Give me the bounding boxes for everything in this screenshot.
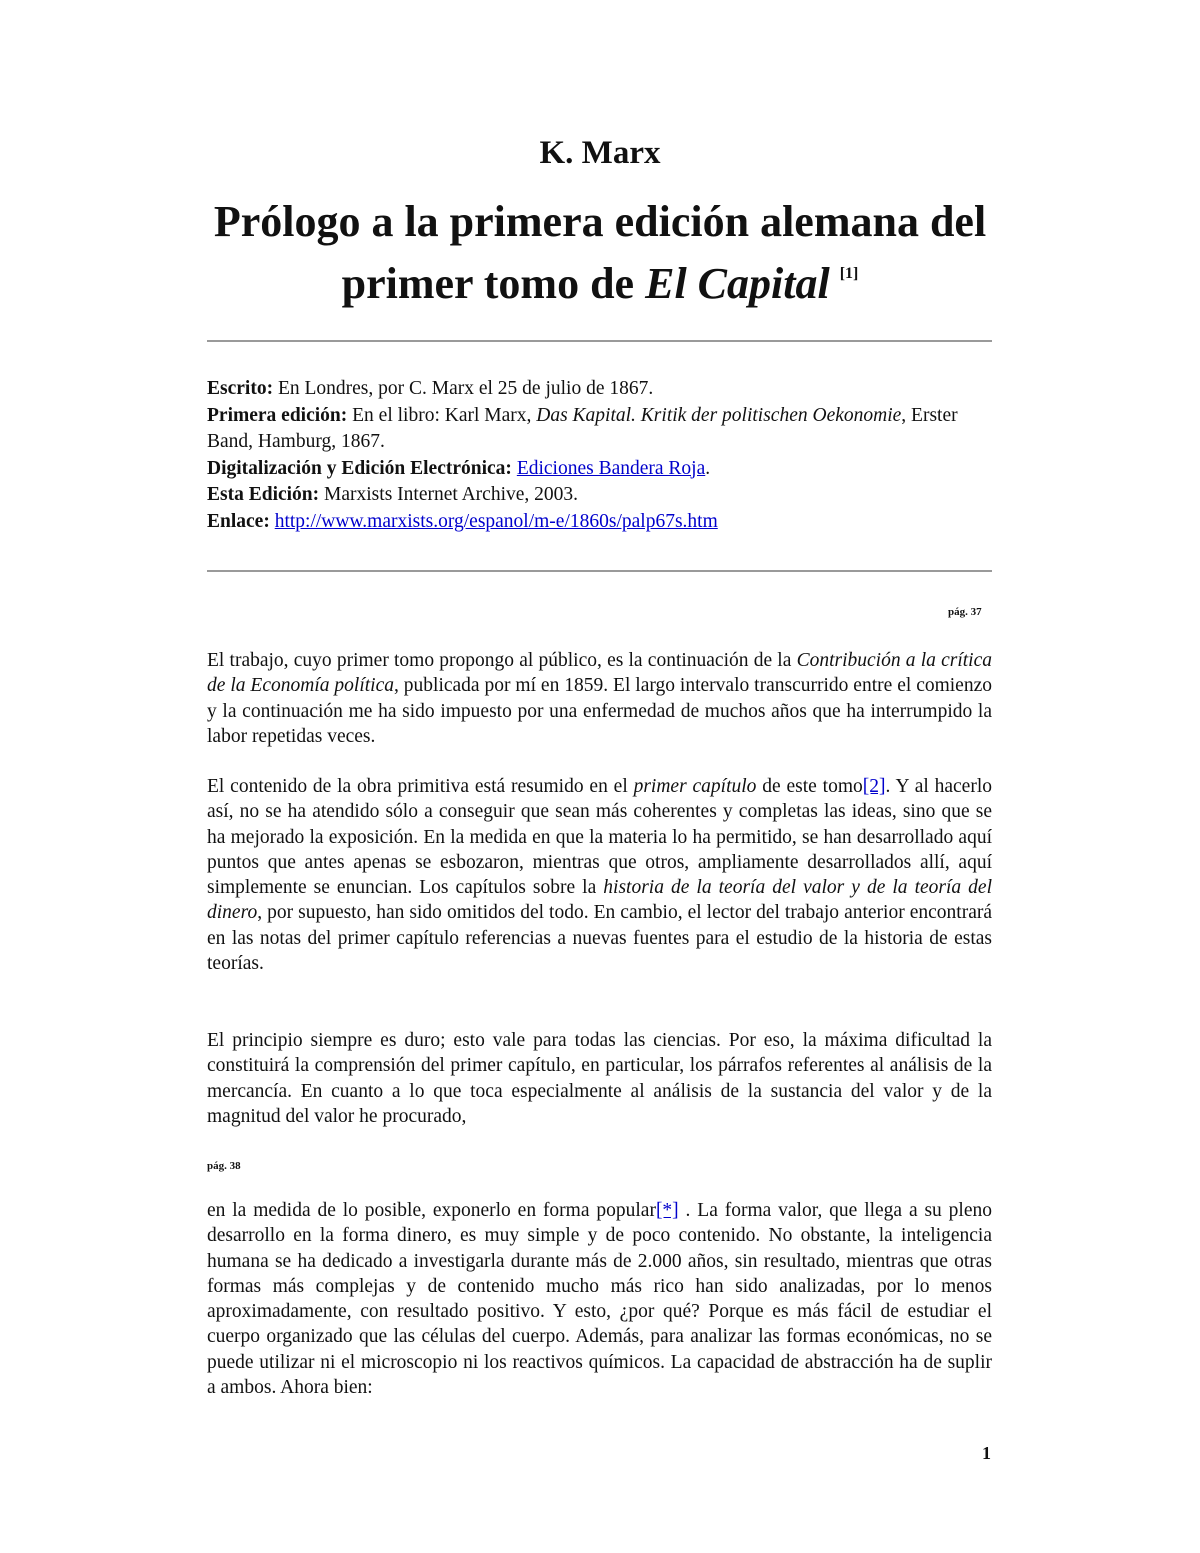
title-italic: El Capital <box>645 259 830 308</box>
title-footnote: [1] <box>839 265 859 282</box>
meta-esta-edicion: Esta Edición: Marxists Internet Archive, 2003. <box>207 484 579 505</box>
link-ediciones-bandera-roja[interactable]: Ediciones Bandera Roja <box>516 457 706 479</box>
page-number: 1 <box>982 1443 991 1463</box>
footnote-link-star[interactable]: [*] <box>655 1200 679 1221</box>
paragraph-1: El trabajo, cuyo primer tomo propongo al público, es la continuación de la Contribución a la crítica de la Economía política, publicada por mí en 1859. El largo intervalo transcurrido entre el comienzo y la continuación me ha sido impuesto por una enfermedad de muchos años que ha interrumpido la labor repetidas veces. <box>207 650 992 747</box>
page-marker-37: pág. 37 <box>948 606 982 618</box>
page-marker-38: pág. 38 <box>207 1160 241 1172</box>
author-heading: K. Marx <box>539 135 661 171</box>
divider-bottom <box>207 570 992 572</box>
title-text: Prólogo a la primera edición alemana del primer tomo de <box>213 197 987 308</box>
meta-enlace: Enlace: http://www.marxists.org/espanol/m-e/1860s/palp67s.htm <box>207 510 718 532</box>
meta-primera-edicion: Primera edición: En el libro: Karl Marx, Das Kapital. Kritik der politischen Oekonomie, Erster Band, Hamburg, 1867. <box>207 404 958 452</box>
meta-digitalizacion: Digitalización y Edición Electrónica: Ediciones Bandera Roja. <box>207 457 711 479</box>
paragraph-3: El principio siempre es duro; esto vale para todas las ciencias. Por eso, la máxima dificultad la constituirá la comprensión del primer capítulo, en particular, los párrafos referentes al análisis de la mercancía. En cuanto a lo que toca especialmente al análisis de la sustancia del valor y de la magnitud del valor he procurado, <box>207 1030 992 1127</box>
divider-top <box>207 340 992 342</box>
link-enlace-url[interactable]: http://www.marxists.org/espanol/m-e/1860s/palp67s.htm <box>274 510 718 532</box>
paragraph-4: en la medida de lo posible, exponerlo en forma popular[*] . La forma valor, que llega a su pleno desarrollo en la forma dinero, es muy simple y de poco contenido. No obstante, la inteligencia humana se ha dedicado a investigarla durante más de 2.000 años, sin resultado, mientras que otras formas más complejas y de contenido mucho más rico han sido analizadas, por lo menos aproximadamente, con resultado positivo. Y esto, ¿por qué? Porque es más fácil de estudiar el cuerpo organizado que las células del cuerpo. Además, para analizar las formas económicas, no se puede utilizar ni el microscopio ni los reactivos químicos. La capacidad de abstracción ha de suplir a ambos. Ahora bien: <box>207 1200 992 1399</box>
page-title <box>180 196 1020 310</box>
paragraph-2: El contenido de la obra primitiva está resumido en el primer capítulo de este tomo[2]. Y al hacerlo así, no se ha atendido sólo a conseguir que sean más coherentes y completas las ideas, sino que se ha mejorado la exposición. En la medida en que la materia lo ha permitido, se han desarrollado aquí puntos que antes apenas se esbozaron, mientras que otros, ampliamente desarrollados allí, aquí simplemente se enuncian. Los capítulos sobre la historia de la teoría del valor y de la teoría del dinero, por supuesto, han sido omitidos del todo. En cambio, el lector del trabajo anterior encontrará en las notas del primer capítulo referencias a nuevas fuentes para el estudio de la historia de estas teorías. <box>207 776 993 975</box>
footnote-link-2[interactable]: [2] <box>862 776 886 797</box>
metadata-block <box>207 376 992 535</box>
meta-escrito: Escrito: En Londres, por C. Marx el 25 de julio de 1867. <box>207 378 654 399</box>
